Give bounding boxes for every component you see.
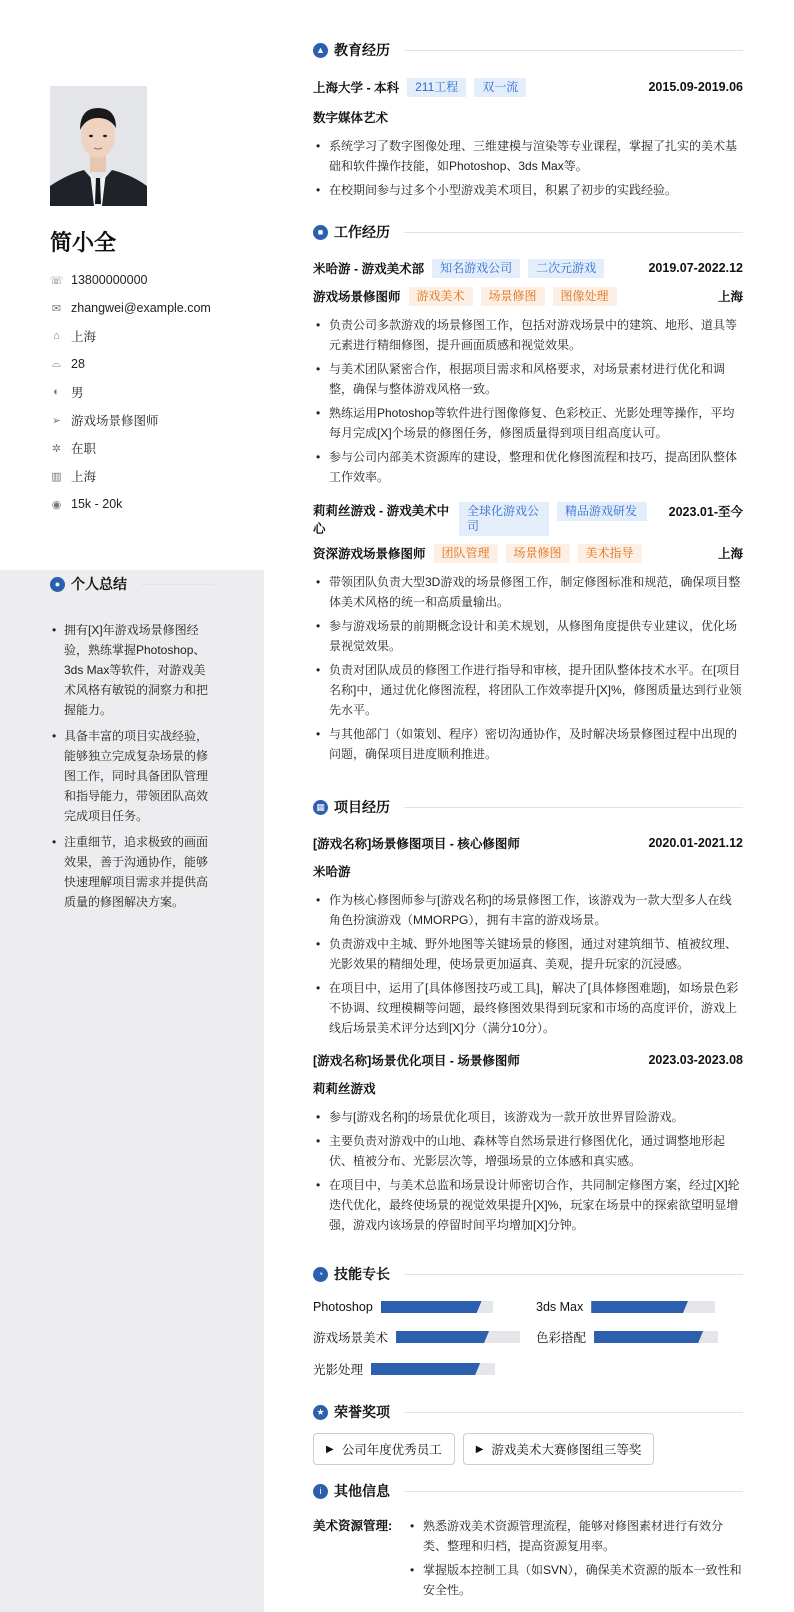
award-label: 公司年度优秀员工 [341,1443,442,1457]
contact-info-row [50,406,211,434]
building-icon: ▥ [51,470,62,483]
contact-info-row [50,434,211,462]
list-item: • 在项目中，与美术总监和场景设计师密切合作，共同制定修图方案，经过[X]轮迭代优化，最终使场景的视觉效果提升[X]%，玩家在场景中的探索欲望明显增强，游戏内该场景的停留时间平均增加[X]分钟。 [313,1175,743,1235]
skills-title: 技能专长 [334,1266,390,1282]
list-item: • 与美术团队紧密合作，根据项目需求和风格要求，对场景素材进行优化和调整，确保与整体游戏风格一致。 [313,359,743,399]
list-item: • 负责公司多款游戏的场景修图工作，包括对游戏场景中的建筑、地形、道具等元素进行精细修图，提升画面质感和视觉效果。 [313,315,743,355]
skill-name: 色彩搭配 [536,1331,587,1345]
education-title: 教育经历 [334,42,390,58]
play-icon: ▶ [475,1443,484,1455]
project-entry [313,1049,743,1239]
section-divider [404,807,743,808]
awards-section-header [313,1402,743,1422]
briefcase-icon: ■ [313,225,328,240]
job-role: 资深游戏场景修图师 [313,547,426,561]
skill-item [313,1328,520,1346]
skill-name: 3ds Max [536,1300,584,1314]
award-label: 游戏美术大赛修图组三等奖 [491,1443,642,1457]
contact-info-row [50,350,211,378]
job-date: 2019.07-2022.12 [648,261,743,275]
list-item: • 熟练运用Photoshop等软件进行图像修复、色彩校正、光影处理等操作，平均每月完成[X]个场景的修图任务，修图质量得到项目组高度认可。 [313,403,743,443]
education-entry [313,76,743,204]
project-bullets [313,890,743,1038]
other-info [313,1516,743,1604]
project-company: 莉莉丝游戏 [313,1082,376,1096]
status-icon: ✲ [51,442,62,455]
role-tag: 美术指导 [578,544,642,563]
skill-level-fill [381,1301,482,1313]
company-tag: 二次元游戏 [528,259,604,278]
skill-item [313,1300,520,1314]
skills-section-header [313,1264,743,1284]
skill-level-fill [594,1331,703,1343]
projects-title: 项目经历 [334,799,390,815]
award-item [463,1433,655,1465]
school-tag: 双一流 [474,78,526,97]
company-name: 米哈游 - 游戏美术部 [313,262,425,276]
send-icon: ➢ [51,414,62,427]
contact-info-text: 上海 [71,470,97,484]
contact-info-text: 男 [71,386,84,400]
skill-level-fill [396,1331,489,1343]
job-date: 2023.01-至今 [668,505,743,519]
list-item: • 参与游戏场景的前期概念设计和美术规划，从修图角度提供专业建议，优化场景视觉效果。 [313,616,743,656]
contact-info-text: zhangwei@example.com [71,301,211,315]
skill-item [536,1328,743,1346]
graduation-cap-icon: ▲ [313,43,328,58]
summary-section-header [50,574,214,594]
contact-info-row [50,378,211,406]
grid-icon: ▦ [313,800,328,815]
project-name: [游戏名称]场景修图项目 - 核心修图师 [313,837,520,851]
list-item: • 注重细节，追求极致的画面效果，善于沟通协作，能够快速理解项目需求并提供高质量的修图解决方案。 [50,832,214,912]
major: 数字媒体艺术 [313,111,389,125]
awards-list [313,1433,743,1465]
chart-icon: ◔ [313,1267,328,1282]
section-divider [404,232,743,233]
projects-section-header [313,797,743,817]
list-item: • 负责游戏中主城、野外地图等关键场景的修图，通过对建筑细节、植被纹理、光影效果的精细处理，使场景更加逼真、美观，提升玩家的沉浸感。 [313,934,743,974]
company-tag: 知名游戏公司 [432,259,520,278]
list-item: • 主要负责对游戏中的山地、森林等自然场景进行修图优化，通过调整地形起伏、植被分布、光影层次等，增强场景的立体感和真实感。 [313,1131,743,1171]
skills-grid [313,1300,743,1378]
education-section-header [313,40,743,60]
skill-name: Photoshop [313,1300,373,1314]
school-tag: 211工程 [407,78,466,97]
list-item: • 熟悉游戏美术资源管理流程，能够对修图素材进行有效分类、整理和归档，提高资源复用率。 [407,1516,743,1556]
summary-title: 个人总结 [71,576,127,592]
contact-info-list [50,266,211,518]
other-title: 其他信息 [334,1483,390,1499]
list-item: • 参与[游戏名称]的场景优化项目，该游戏为一款开放世界冒险游戏。 [313,1107,743,1127]
skill-name: 游戏场景美术 [313,1331,389,1345]
project-entry [313,832,743,1042]
salary-icon: ◉ [51,498,62,511]
work-title: 工作经历 [334,224,390,240]
education-date: 2015.09-2019.06 [648,80,743,94]
list-item: • 系统学习了数字图像处理、三维建模与渲染等专业课程，掌握了扎实的美术基础和软件操作技能，如Photoshop、3ds Max等。 [313,136,743,176]
project-company: 米哈游 [313,865,351,879]
skill-level-fill [371,1363,480,1375]
section-divider [404,1274,743,1275]
skill-item [313,1360,520,1378]
summary-list [50,620,214,918]
profile-name: 简小全 [50,230,117,255]
info-icon: i [313,1484,328,1499]
project-date: 2020.01-2021.12 [648,836,743,850]
project-name: [游戏名称]场景优化项目 - 场景修图师 [313,1054,520,1068]
job-entry [313,502,743,768]
list-item: • 负责对团队成员的修图工作进行指导和审核，提升团队整体技术水平。在[项目名称]中，通过优化修图流程，将团队工作效率提升[X]%，修图质量达到行业领先水平。 [313,660,743,720]
project-bullets [313,1107,743,1235]
contact-info-row [50,266,211,294]
skill-level-bar [396,1331,520,1343]
role-tag: 游戏美术 [409,287,473,306]
contact-info-text: 28 [71,357,85,371]
role-tag: 团队管理 [434,544,498,563]
list-item: • 与其他部门（如策划、程序）密切沟通协作，及时解决场景修图过程中出现的问题，确保项目进度顺利推进。 [313,724,743,764]
role-tag: 图像处理 [553,287,617,306]
email-icon: ✉ [51,302,62,315]
contact-info-row [50,490,211,518]
awards-title: 荣誉奖项 [334,1404,390,1420]
contact-info-row [50,462,211,490]
school-name: 上海大学 - 本科 [313,81,400,95]
education-bullets [313,136,743,200]
job-role: 游戏场景修图师 [313,290,401,304]
list-item: • 掌握版本控制工具（如SVN），确保美术资源的版本一致性和安全性。 [407,1560,743,1600]
company-name: 莉莉丝游戏 - 游戏美术中心 [313,504,450,536]
contact-info-text: 15k - 20k [71,497,123,511]
section-divider [141,584,214,585]
cake-icon: ⌓ [52,357,61,370]
work-section-header [313,222,743,242]
profile-photo [50,86,147,206]
skill-item [536,1300,743,1314]
contact-info-row [50,322,211,350]
list-item: • 作为核心修图师参与[游戏名称]的场景修图工作，该游戏为一款大型多人在线角色扮演游戏（MMORPG），拥有丰富的游戏场景。 [313,890,743,930]
contact-info-text: 13800000000 [71,273,148,287]
skill-level-fill [591,1301,688,1313]
section-divider [404,1412,743,1413]
skill-level-bar [594,1331,718,1343]
list-item: • 拥有[X]年游戏场景修图经验，熟练掌握Photoshop、3ds Max等软件，对游戏美术风格有敏锐的洞察力和把握能力。 [50,620,214,720]
trophy-icon: ★ [313,1405,328,1420]
project-date: 2023.03-2023.08 [648,1053,743,1067]
gender-icon: ◐ [53,386,60,398]
job-entry [313,257,743,491]
list-item: • 带领团队负责大型3D游戏的场景修图工作，制定修图标准和规范，确保项目整体美术风格的统一和高质量输出。 [313,572,743,612]
other-label: 美术资源管理: [313,1519,393,1533]
skill-level-bar [371,1363,495,1375]
contact-info-row [50,294,211,322]
job-bullets [313,572,743,764]
award-item [313,1433,455,1465]
play-icon: ▶ [326,1443,334,1455]
section-divider [404,1491,743,1492]
company-tag: 全球化游戏公司 [459,502,549,536]
list-item: • 在项目中，运用了[具体修图技巧或工具]，解决了[具体修图难题]，如场景色彩不协调、纹理模糊等问题，最终修图效果得到玩家和市场的高度评价，游戏上线后场景美术评分达到[X]分（满分10分）。 [313,978,743,1038]
user-icon: ● [50,577,65,592]
company-tag: 精品游戏研发 [557,502,647,521]
other-section-header [313,1481,743,1501]
other-bullets [407,1516,743,1604]
list-item: • 在校期间参与过多个小型游戏美术项目，积累了初步的实践经验。 [313,180,743,200]
role-tag: 场景修图 [506,544,570,563]
job-city: 上海 [717,290,743,304]
skill-name: 光影处理 [313,1363,364,1377]
home-icon: ⌂ [53,330,60,342]
contact-info-text: 在职 [71,442,97,456]
skill-level-bar [591,1301,715,1313]
contact-info-text: 上海 [71,330,97,344]
role-tag: 场景修图 [481,287,545,306]
phone-icon: ☏ [49,274,64,287]
job-city: 上海 [717,547,743,561]
list-item: • 参与公司内部美术资源库的建设，整理和优化修图流程和技巧，提高团队整体工作效率。 [313,447,743,487]
job-bullets [313,315,743,487]
skill-level-bar [381,1301,493,1313]
contact-info-text: 游戏场景修图师 [71,414,159,428]
list-item: • 具备丰富的项目实战经验，能够独立完成复杂场景的修图工作，同时具备团队管理和指导能力，带领团队高效完成项目任务。 [50,726,214,826]
section-divider [404,50,743,51]
